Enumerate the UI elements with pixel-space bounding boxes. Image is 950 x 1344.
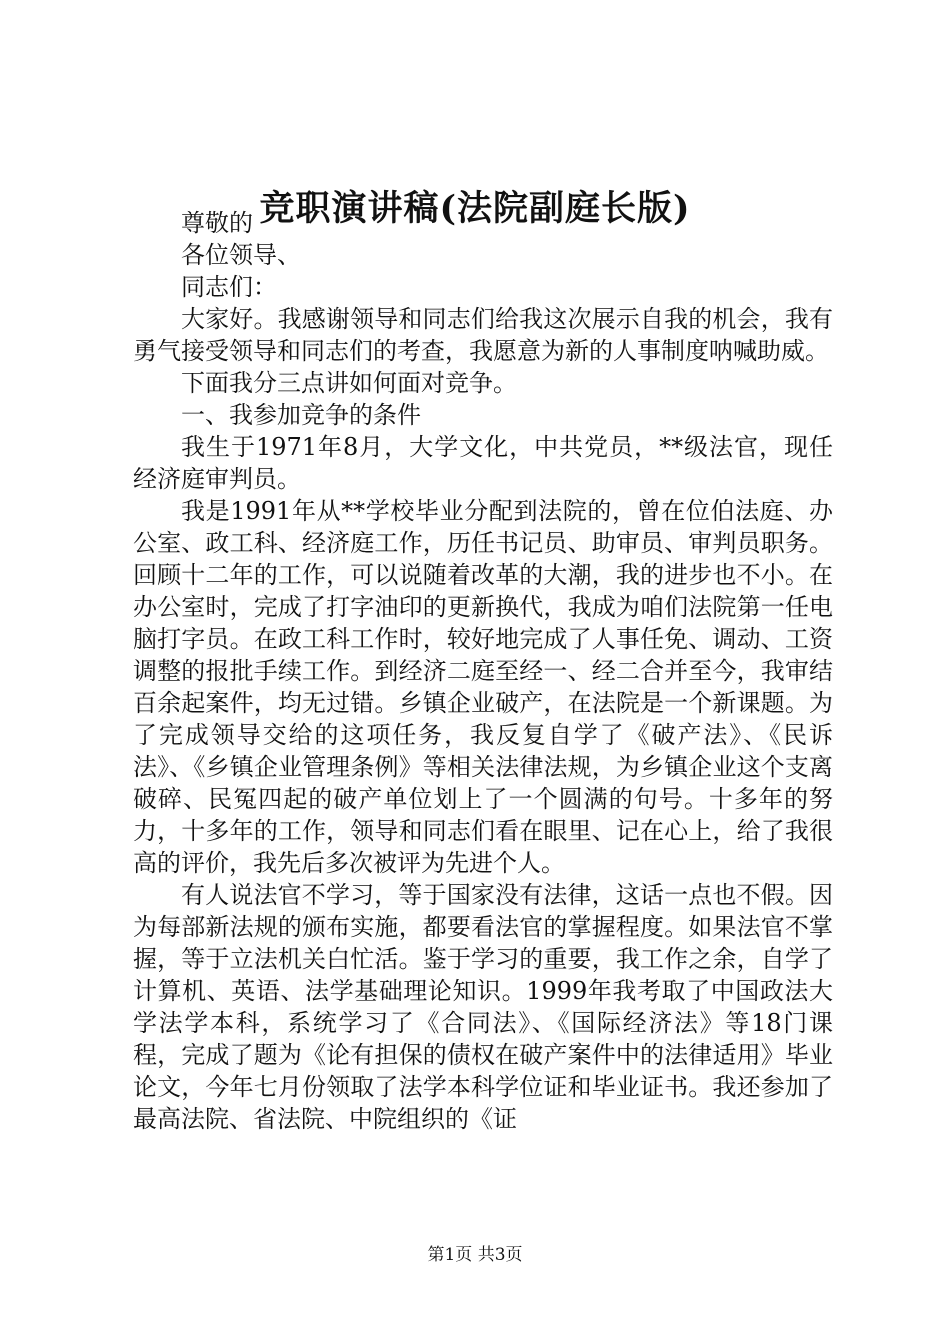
paragraph-bio: 我生于1971年8月，大学文化，中共党员，**级法官，现任经济庭审判员。 [133, 433, 833, 493]
salutation-line-3: 同志们： [181, 273, 277, 301]
salutation-line-2: 各位领导、 [181, 241, 301, 269]
document-body [133, 207, 833, 1135]
salutation-line-1: 尊敬的 [181, 209, 253, 237]
paragraph-study: 有人说法官不学习，等于国家没有法律，这话一点也不假。因为每部新法规的颁布实施，都要看法官的掌握程度。如果法官不掌握，等于立法机关白忙活。鉴于学习的重要，我工作之余，自学了计算机、英语、法学基础理论知识。1999年我考取了中国政法大学法学本科，系统学习了《合同法》、《国际经济法》等18门课程，完成了题为《论有担保的债权在破产案件中的法律适用》毕业论文，今年七月份领取了法学本科学位证和毕业证书。我还参加了最高法院、省法院、中院组织的《证 [133, 881, 833, 1133]
section-heading-1: 一、我参加竞争的条件 [181, 401, 421, 429]
paragraph-outline: 下面我分三点讲如何面对竞争。 [181, 369, 517, 397]
document-title: 竞职演讲稿(法院副庭长版) [259, 188, 691, 229]
page-footer: 第1页 共3页 [427, 1245, 523, 1265]
paragraph-career: 我是1991年从**学校毕业分配到法院的，曾在位伯法庭、办公室、政工科、经济庭工作，历任书记员、助审员、审判员职务。回顾十二年的工作，可以说随着改革的大潮，我的进步也不小。在办公室时，完成了打字油印的更新换代，我成为咱们法院第一任电脑打字员。在政工科工作时，较好地完成了人事任免、调动、工资调整的报批手续工作。到经济二庭至经一、经二合并至今，我审结百余起案件，均无过错。乡镇企业破产，在法院是一个新课题。为了完成领导交给的这项任务，我反复自学了《破产法》、《民诉法》、《乡镇企业管理条例》等相关法律法规，为乡镇企业这个支离破碎、民冤四起的破产单位划上了一个圆满的句号。十多年的努力，十多年的工作，领导和同志们看在眼里、记在心上，给了我很高的评价，我先后多次被评为先进个人。 [133, 497, 833, 877]
paragraph-greeting: 大家好。我感谢领导和同志们给我这次展示自我的机会，我有勇气接受领导和同志们的考查，我愿意为新的人事制度呐喊助威。 [133, 305, 833, 365]
